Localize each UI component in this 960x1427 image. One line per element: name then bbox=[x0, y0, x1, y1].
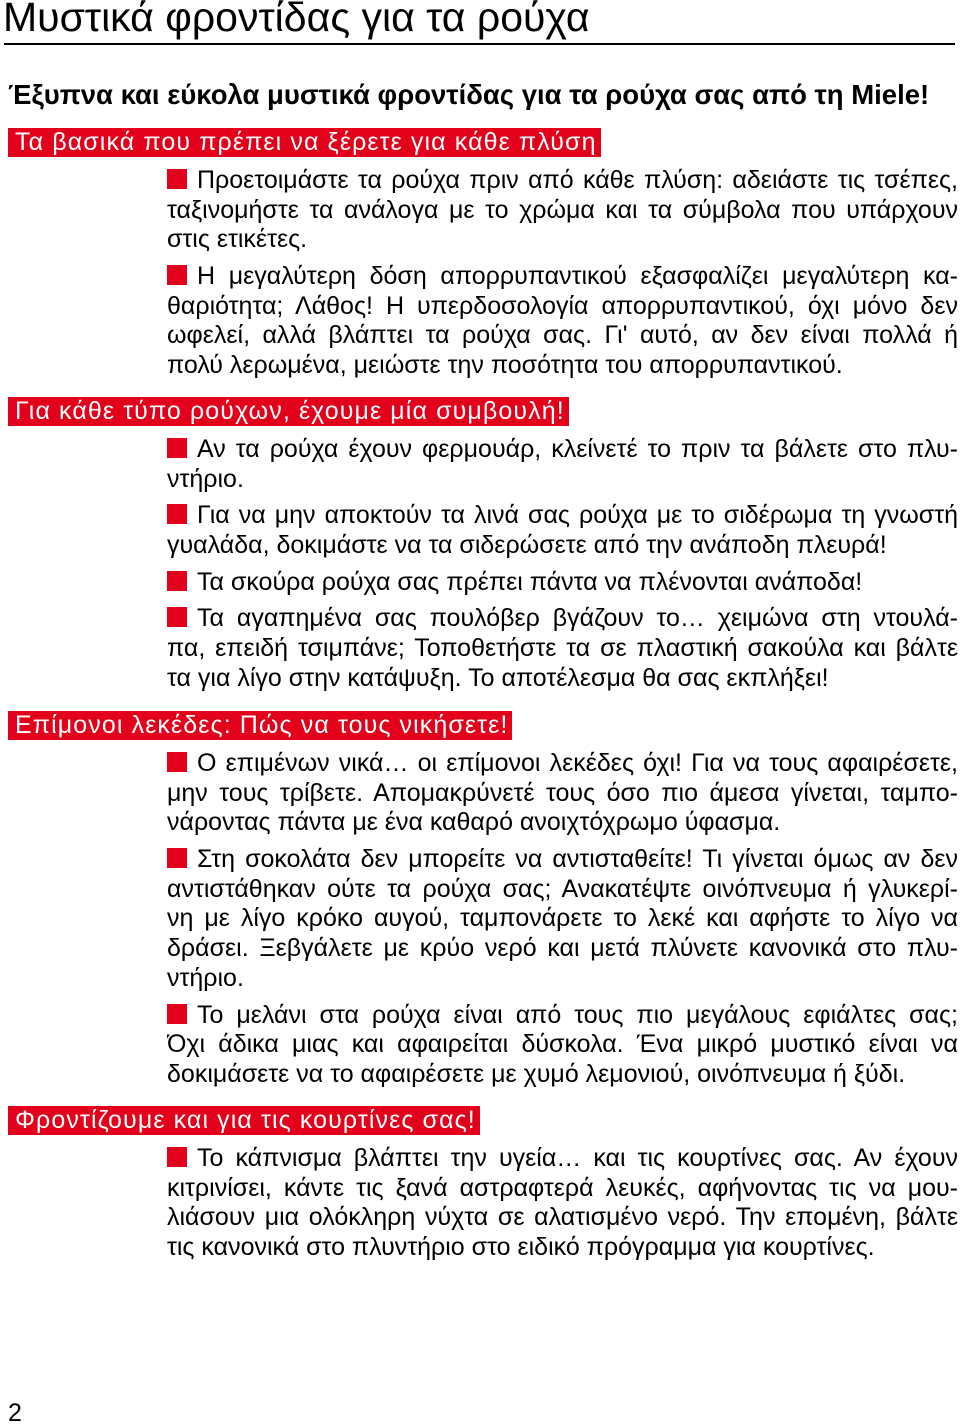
tip-item bbox=[167, 1001, 958, 1090]
section-stubborn-stains bbox=[0, 711, 960, 1097]
tip-line: Τα σκούρα ρούχα σας πρέπει πάντα να πλένονται ανάποδα! bbox=[197, 567, 863, 596]
tip-line: Το μελάνι στα ρούχα είναι από τους πιο μεγάλους εφιάλτες σας; bbox=[197, 1000, 958, 1029]
tip-line: μην τους τρίβετε. Απομακρύνετέ τους όσο πιο άμεσα γίνεται, ταμπο- bbox=[167, 778, 958, 807]
tip-line-row bbox=[167, 749, 958, 779]
tip-line: ταξινομήστε τα ανάλογα με το χρώμα και τα σύμβολα που υπάρχουν bbox=[167, 195, 958, 224]
tip-line: αντιστάθηκαν ούτε τα ρούχα σας; Ανακατέψτε οινόπνευμα ή γλυκερί- bbox=[167, 874, 958, 903]
tip-list bbox=[167, 749, 958, 1090]
square-bullet-icon bbox=[167, 504, 187, 524]
tip-line: ωφελεί, αλλά βλάπτει τα ρούχα σας. Γι' αυτό, αν δεν είναι πολλά ή bbox=[167, 321, 958, 350]
square-bullet-icon bbox=[167, 571, 187, 591]
tip-line: τις κανονικά στο πλυντήριο στο ειδικό πρόγραμμα για κουρτίνες. bbox=[167, 1233, 875, 1262]
title-underline bbox=[4, 43, 955, 45]
section-heading: Τα βασικά που πρέπει να ξέρετε για κάθε πλύση bbox=[8, 128, 601, 157]
tip-line-row bbox=[167, 435, 958, 465]
tip-list bbox=[167, 1144, 958, 1263]
tip-line: δράσει. Ξεβγάλετε με κρύο νερό και μετά πλύνετε κανονικά στο πλυ- bbox=[167, 934, 958, 963]
tip-line: Η μεγαλύτερη δόση απορρυπαντικού εξασφαλίζει μεγαλύτερη κα- bbox=[197, 262, 958, 291]
tip-item bbox=[167, 501, 958, 560]
square-bullet-icon bbox=[167, 848, 187, 868]
tip-line-row bbox=[167, 501, 958, 531]
tip-line: γυαλάδα, δοκιμάστε να τα σιδερώσετε από την ανάποδη πλευρά! bbox=[167, 531, 887, 560]
tip-line: Τα αγαπημένα σας πουλόβερ βγάζουν το… χειμώνα στη ντουλά- bbox=[197, 604, 958, 633]
tip-line-row bbox=[167, 166, 958, 196]
tip-line: Αν τα ρούχα έχουν φερμουάρ, κλείνετέ το πριν τα βάλετε στο πλυ- bbox=[197, 435, 958, 463]
tip-item bbox=[167, 435, 958, 494]
tip-line: Για να μην αποκτούν τα λινά σας ρούχα με το σιδέρωμα τη γνωστή bbox=[197, 501, 958, 530]
section-heading: Για κάθε τύπο ρούχων, έχουμε μία συμβουλή! bbox=[8, 397, 569, 426]
section-basics bbox=[0, 128, 960, 388]
tip-list bbox=[167, 435, 958, 694]
tip-line: Όχι άδικα μιας και αφαιρείται δύσκολα. Ένα μικρό μυστικό είναι να bbox=[167, 1030, 958, 1059]
tip-line: στις ετικέτες. bbox=[167, 225, 308, 254]
tip-item bbox=[167, 568, 958, 598]
tip-line: Προετοιμάστε τα ρούχα πριν από κάθε πλύση: αδειάστε τις τσέπες, bbox=[197, 166, 958, 194]
tip-item bbox=[167, 1144, 958, 1263]
tip-line: πα, επειδή τσιμπάνε; Τοποθετήστε τα σε πλαστική σακούλα και βάλτε bbox=[167, 634, 958, 663]
tip-line-row bbox=[167, 1144, 958, 1174]
tip-line-row bbox=[167, 1001, 958, 1031]
square-bullet-icon bbox=[167, 607, 187, 627]
tip-line: λιάσουν μια ολόκληρη νύχτα σε αλατισμένο νερό. Την επομένη, βάλτε bbox=[167, 1203, 958, 1232]
page-subtitle: Έξυπνα και εύκολα μυστικά φροντίδας για τα ρούχα σας από τη Miele! bbox=[8, 80, 930, 110]
tip-list bbox=[167, 166, 958, 381]
tip-item bbox=[167, 749, 958, 838]
tip-line: δοκιμάσετε να το αφαιρέσετε με χυμό λεμονιού, οινόπνευμα ή ξύδι. bbox=[167, 1059, 906, 1088]
section-heading: Φροντίζουμε και για τις κουρτίνες σας! bbox=[8, 1106, 480, 1135]
tip-line: νη με λίγο κρόκο αυγού, ταμπονάρετε το λεκέ και αφήστε το λίγο να bbox=[167, 904, 958, 933]
tip-line: ντήριο. bbox=[167, 464, 244, 493]
page-number: 2 bbox=[8, 1399, 22, 1427]
section-clothing-types bbox=[0, 397, 960, 701]
tip-item bbox=[167, 262, 958, 381]
tip-line-row bbox=[167, 604, 958, 634]
tip-line: Στη σοκολάτα δεν μπορείτε να αντισταθείτε! Τι γίνεται όμως αν δεν bbox=[197, 845, 958, 874]
tip-line: ντήριο. bbox=[167, 963, 244, 992]
square-bullet-icon bbox=[167, 1147, 187, 1167]
square-bullet-icon bbox=[167, 438, 187, 458]
square-bullet-icon bbox=[167, 1004, 187, 1024]
page-title: Μυστικά φροντίδας για τα ρούχα bbox=[3, 0, 590, 40]
tip-item bbox=[167, 604, 958, 693]
square-bullet-icon bbox=[167, 169, 187, 189]
tip-line: Το κάπνισμα βλάπτει την υγεία… και τις κουρτίνες σας. Αν έχουν bbox=[197, 1144, 958, 1172]
tip-line: τα για λίγο στην κατάψυξη. Το αποτέλεσμα θα σας εκπλήξει! bbox=[167, 663, 829, 692]
tip-line: κιτρινίσει, κάντε τις ξανά αστραφτερά λευκές, αφήνοντας τις να μου- bbox=[167, 1173, 958, 1202]
tip-line: θαριότητα; Λάθος! Η υπερδοσολογία απορρυπαντικού, όχι μόνο δεν bbox=[167, 291, 958, 320]
tip-item bbox=[167, 845, 958, 993]
tip-line-row bbox=[167, 568, 958, 598]
tip-item bbox=[167, 166, 958, 255]
tip-line: νάροντας πάντα με ένα καθαρό ανοιχτόχρωμο ύφασμα. bbox=[167, 808, 781, 837]
tip-line-row bbox=[167, 262, 958, 292]
tip-line: Ο επιμένων νικά… οι επίμονοι λεκέδες όχι! Για να τους αφαιρέσετε, bbox=[197, 749, 958, 777]
square-bullet-icon bbox=[167, 265, 187, 285]
tip-line: πολύ λερωμένα, μειώστε την ποσότητα του απορρυπαντικού. bbox=[167, 351, 843, 380]
square-bullet-icon bbox=[167, 752, 187, 772]
section-heading: Επίμονοι λεκέδες: Πώς να τους νικήσετε! bbox=[8, 711, 512, 740]
tip-line-row bbox=[167, 845, 958, 875]
section-curtains bbox=[0, 1106, 960, 1270]
